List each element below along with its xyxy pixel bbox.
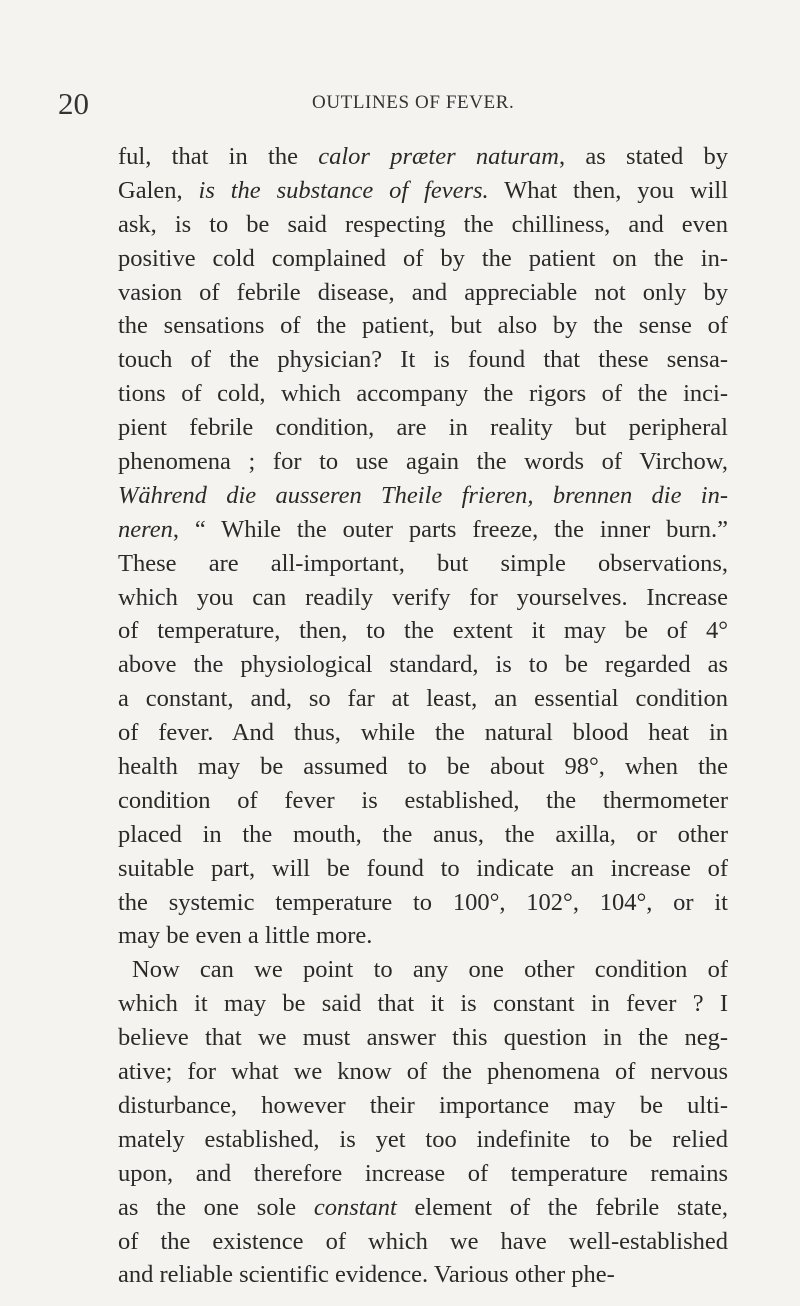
text-segment: disturbance, however their importance may be ulti- [118,1091,728,1119]
italic-phrase: is the substance of fevers. [198,176,489,204]
text-segment: of the existence of which we have well-established [118,1227,728,1255]
text-line [118,445,728,479]
page-number: 20 [58,86,89,121]
text-segment: of fever. And thus, while the natural blood heat in [118,719,728,747]
text-line [118,852,728,886]
text-line [118,716,728,750]
text-line [118,648,728,682]
text-line [118,276,728,310]
running-head: OUTLINES OF FEVER. [312,92,515,113]
text-segment: pient febrile condition, are in reality but peripheral [118,414,728,442]
text-line [118,581,728,615]
text-line [118,614,728,648]
text-line [118,886,728,920]
text-line [118,377,728,411]
text-line [118,513,728,547]
text-segment: which you can readily verify for yourselves. Increase [118,583,728,611]
body-text [118,140,728,1292]
text-segment: placed in the mouth, the anus, the axilla, or other [118,820,728,848]
text-line [118,242,728,276]
text-segment: , as stated by [558,143,728,170]
text-segment: health may be assumed to be about 98°, when the [118,753,728,781]
text-segment: the systemic temperature to 100°, 102°, 104°, or it [118,888,728,916]
text-line [118,174,728,208]
text-line [118,208,728,242]
text-line [118,479,728,513]
text-segment: condition of fever is established, the thermometer [118,786,728,814]
italic-phrase: Während die ausseren Theile frieren, brennen die in- [118,481,728,509]
text-line [118,1089,728,1123]
italic-phrase: constant [313,1193,397,1221]
text-segment: tions of cold, which accompany the rigors of the inci- [118,380,728,408]
text-line [118,411,728,445]
italic-phrase: calor præter naturam [318,143,559,170]
text-line [118,1258,728,1292]
text-segment: above the physiological standard, is to be regarded as [118,651,728,679]
text-segment: These are all-important, but simple observations, [118,549,728,577]
text-line [118,1021,728,1055]
text-line [118,140,728,174]
text-line [118,682,728,716]
text-line [118,309,728,343]
text-segment: upon, and therefore increase of temperature remains [118,1159,728,1187]
text-segment: ative; for what we know of the phenomena of nervous [118,1058,728,1086]
text-segment: What then, you will [488,176,728,204]
text-segment: a constant, and, so far at least, an essential condition [118,685,728,713]
text-line [118,750,728,784]
text-segment: phenomena ; for to use again the words of Virchow, [118,448,728,476]
text-line [118,919,728,953]
text-line [118,784,728,818]
text-segment: which it may be said that it is constant in fever ? I [118,990,728,1018]
text-line [118,987,728,1021]
text-segment: of temperature, then, to the extent it may be of 4° [118,617,728,645]
text-line [118,1055,728,1089]
text-segment: ask, is to be said respecting the chilliness, and even [118,210,728,238]
text-segment: vasion of febrile disease, and appreciable not only by [118,278,728,306]
text-segment: the sensations of the patient, but also by the sense of [118,312,728,340]
text-segment: Galen, [118,176,199,204]
text-segment: touch of the physician? It is found that these sensa- [118,346,728,374]
text-segment: ful, that in the [118,143,319,170]
text-segment: , “ While the outer parts freeze, the inner burn.” [172,515,728,543]
text-line [118,343,728,377]
text-segment: mately established, is yet too indefinite to be relied [118,1125,728,1153]
text-segment: suitable part, will be found to indicate an increase of [118,854,728,882]
text-segment: believe that we must answer this question in the neg- [118,1024,728,1052]
italic-phrase: neren [118,515,173,543]
text-line [118,953,728,987]
text-segment: Now can we point to any one other condition of [132,956,728,984]
text-line [118,1157,728,1191]
text-segment: may be even a little more. [118,922,373,950]
text-line [118,1123,728,1157]
text-segment: element of the febrile state, [396,1193,728,1221]
text-line [118,1225,728,1259]
text-line [118,1191,728,1225]
text-line [118,547,728,581]
text-segment: as the one sole [118,1193,314,1221]
text-line [118,818,728,852]
text-segment: and reliable scientific evidence. Various other phe- [118,1261,615,1289]
text-segment: positive cold complained of by the patient on the in- [118,244,728,272]
